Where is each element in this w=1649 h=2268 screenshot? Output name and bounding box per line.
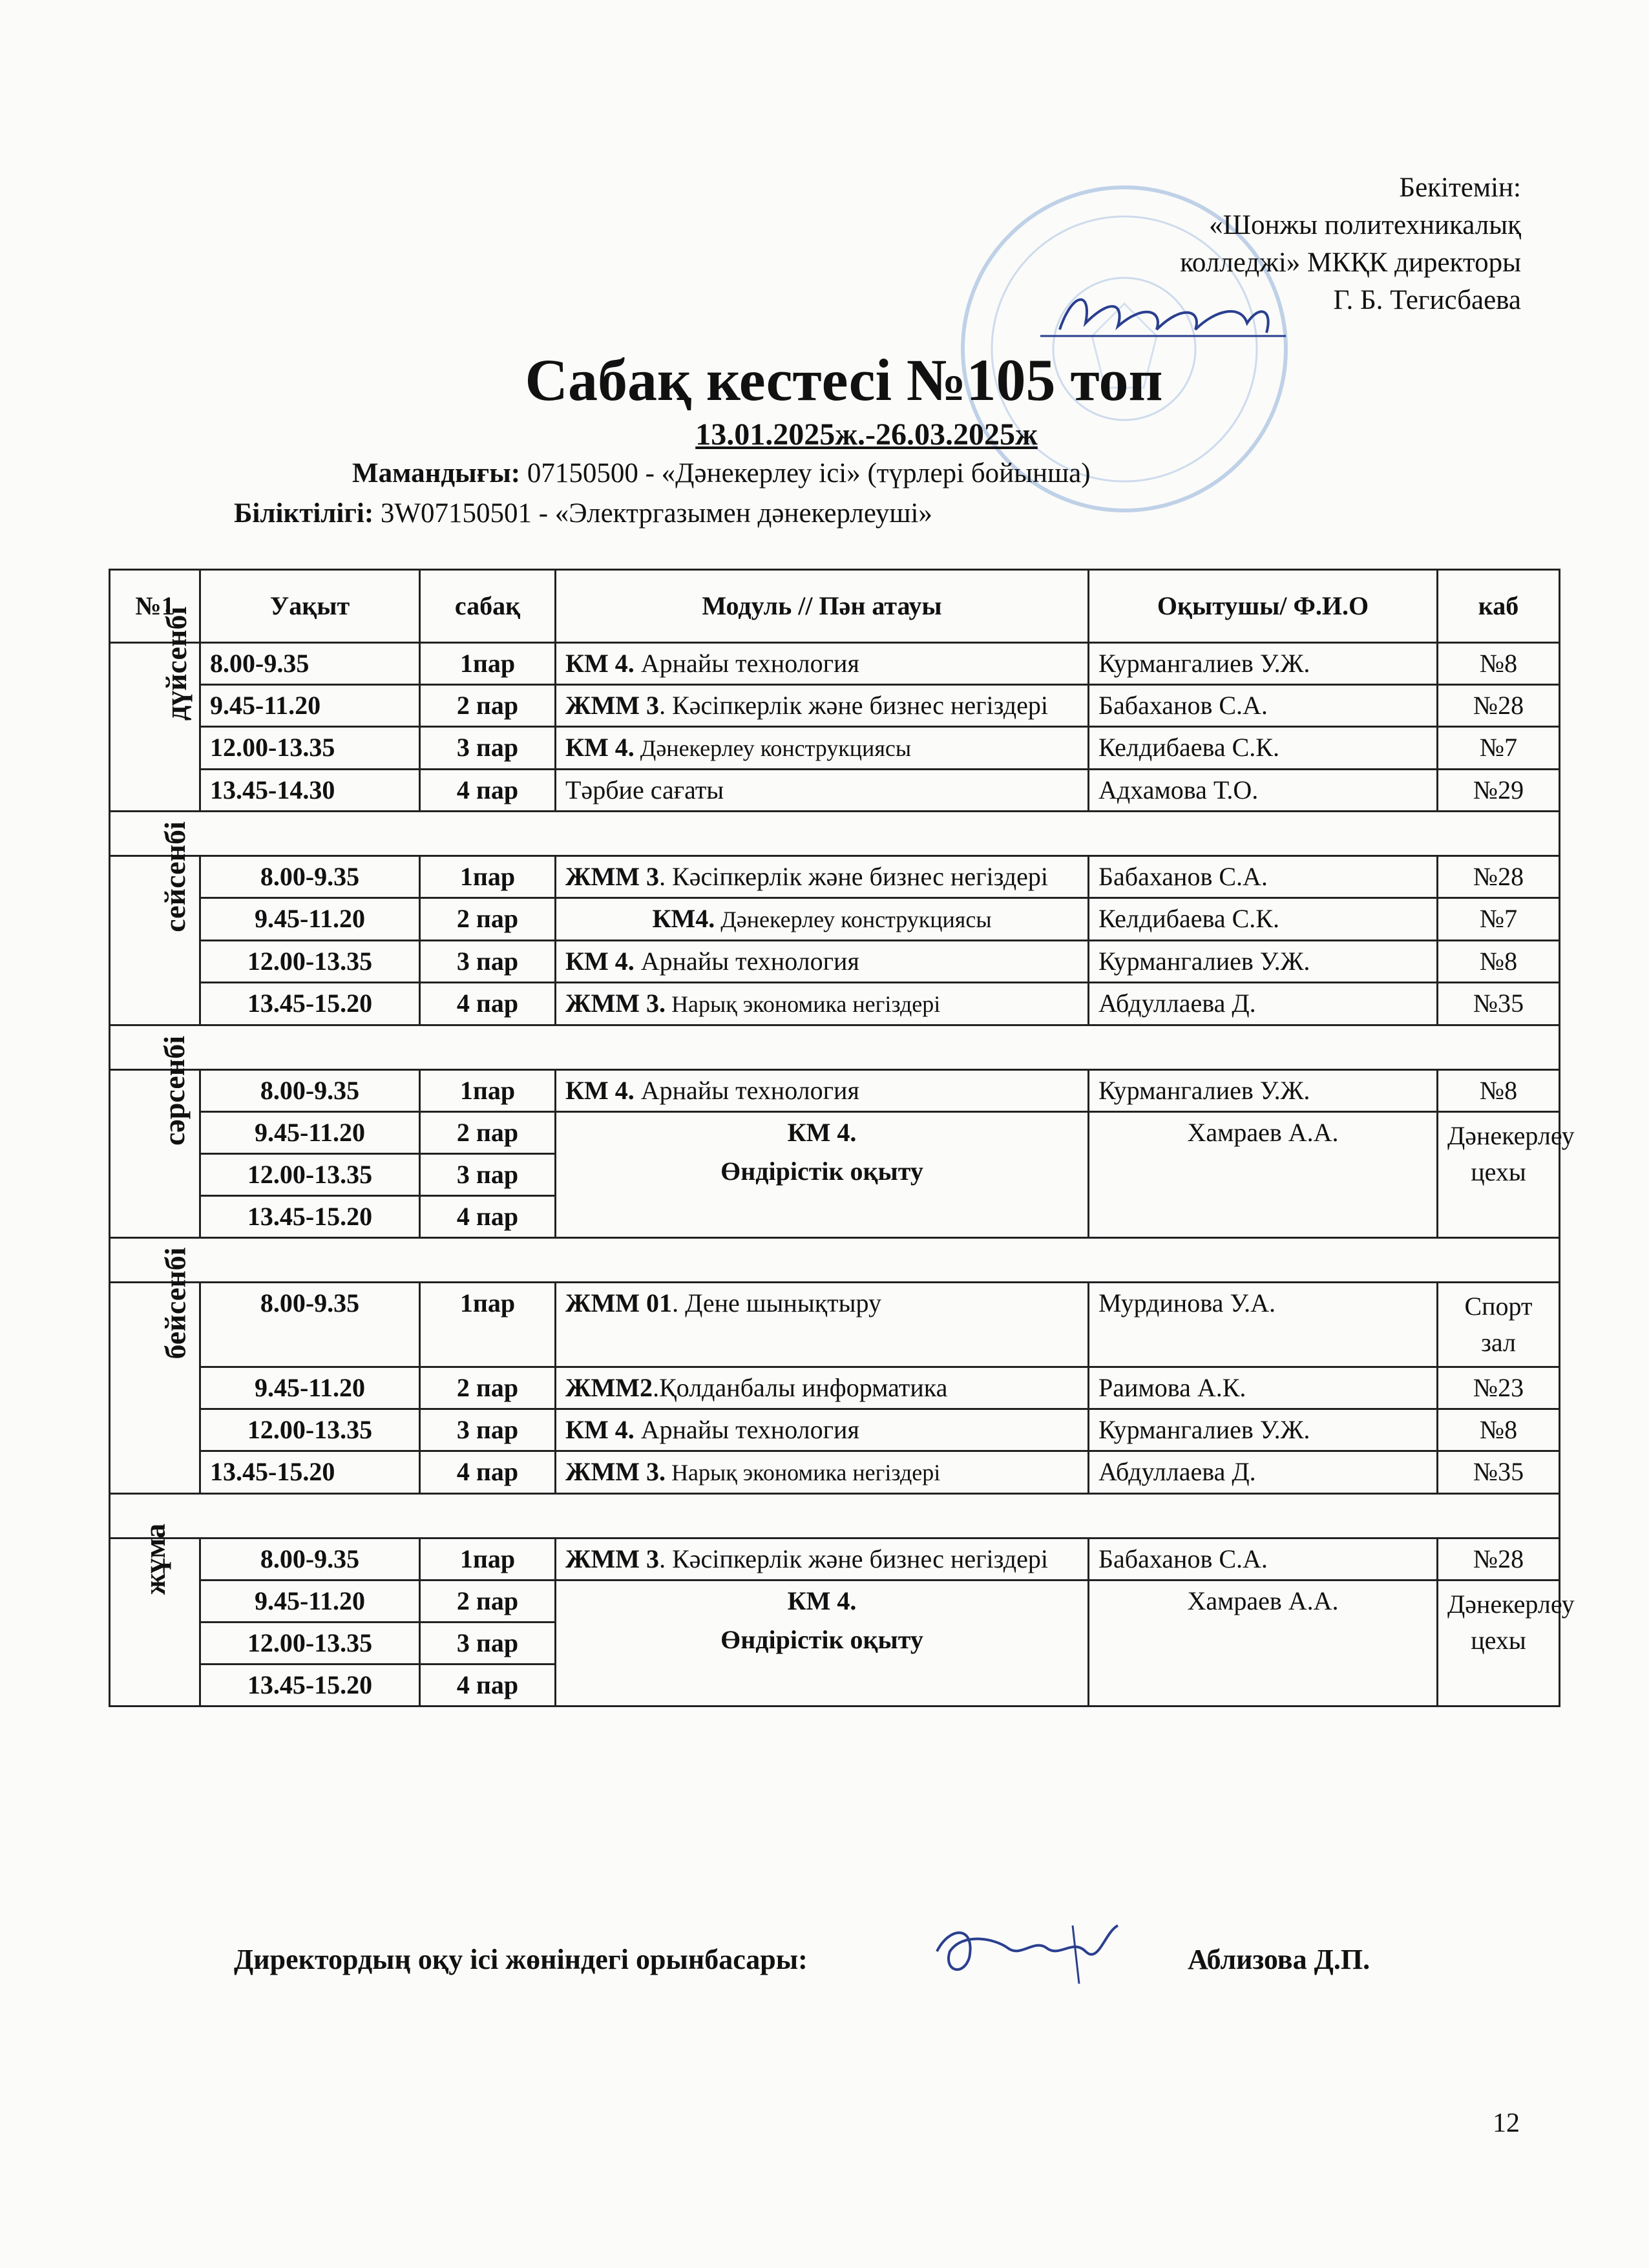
module-cell	[556, 1538, 1089, 1580]
approval-college-line2: колледжі» МКҚК директоры	[1180, 247, 1521, 278]
lesson-cell: 3 пар	[420, 727, 556, 770]
table-row	[110, 1580, 1560, 1622]
module-cell	[556, 770, 1089, 812]
teacher-cell-merged: Хамраев А.А.	[1089, 1112, 1438, 1238]
lesson-cell: 4 пар	[420, 983, 556, 1025]
spacer-cell	[110, 1494, 1560, 1538]
module-subject: Арнайы технология	[634, 947, 859, 976]
module-cell	[556, 983, 1089, 1025]
cab-cell: №8	[1438, 643, 1560, 685]
teacher-cell: Бабаханов С.А.	[1089, 856, 1438, 898]
module-code: ЖММ2	[565, 1373, 653, 1402]
page-title: Сабақ кестесі №105 топ	[525, 347, 1163, 413]
module-cell	[556, 1283, 1089, 1367]
day-label: сәрсенбі	[158, 1035, 191, 1146]
lesson-cell: 1пар	[420, 1538, 556, 1580]
time-cell: 8.00-9.35	[200, 856, 420, 898]
module-subject: Өндірістік оқыту	[720, 1157, 923, 1186]
cab-cell: №8	[1438, 1070, 1560, 1112]
module-subject: Нарық экономика негіздері	[666, 991, 941, 1017]
teacher-cell: Раимова А.К.	[1089, 1367, 1438, 1409]
lesson-cell: 4 пар	[420, 1451, 556, 1494]
teacher-cell: Бабаханов С.А.	[1089, 1538, 1438, 1580]
lesson-cell: 3 пар	[420, 1154, 556, 1196]
cab-cell: №8	[1438, 1409, 1560, 1451]
module-cell	[556, 856, 1089, 898]
header-module: Модуль // Пән атауы	[556, 570, 1089, 643]
spacer-row	[110, 1238, 1560, 1283]
module-code: КМ 4.	[565, 1076, 635, 1105]
cab-cell: №23	[1438, 1367, 1560, 1409]
table-row	[110, 727, 1560, 770]
header-time: Уақыт	[200, 570, 420, 643]
director-signature-image	[1034, 284, 1292, 349]
module-code: КМ 4.	[565, 947, 635, 976]
time-cell: 8.00-9.35	[200, 1070, 420, 1112]
module-cell	[556, 727, 1089, 770]
table-row	[110, 856, 1560, 898]
module-code: КМ 4.	[787, 1586, 857, 1615]
time-cell: 12.00-13.35	[200, 1409, 420, 1451]
module-subject: Дәнекерлеу конструкциясы	[715, 907, 992, 932]
day-cell-friday	[110, 1523, 200, 1706]
header-cab: каб	[1438, 570, 1560, 643]
day-cell-thursday	[110, 1247, 200, 1494]
cab-cell: №8	[1438, 941, 1560, 983]
time-cell: 12.00-13.35	[200, 1622, 420, 1664]
table-row	[110, 1367, 1560, 1409]
module-code: ЖММ 3.	[565, 1457, 666, 1486]
teacher-cell: Адхамова Т.О.	[1089, 770, 1438, 812]
table-row	[110, 1409, 1560, 1451]
module-cell	[556, 1409, 1089, 1451]
lesson-cell: 3 пар	[420, 941, 556, 983]
teacher-cell: Келдибаева С.К.	[1089, 727, 1438, 770]
module-subject: . Кәсіпкерлік және бизнес негіздері	[659, 1544, 1048, 1573]
lesson-cell: 2 пар	[420, 685, 556, 727]
module-subject: Арнайы технология	[634, 1415, 859, 1444]
time-cell: 9.45-11.20	[200, 1112, 420, 1154]
lesson-cell: 2 пар	[420, 1112, 556, 1154]
time-cell: 12.00-13.35	[200, 727, 420, 770]
day-cell-wednesday	[110, 1035, 200, 1238]
spacer-cell	[110, 1238, 1560, 1283]
lesson-cell: 1пар	[420, 643, 556, 685]
deputy-director-name: Аблизова Д.П.	[1188, 1944, 1371, 1975]
qualification-label: Біліктілігі:	[234, 498, 374, 529]
module-cell	[556, 1451, 1089, 1494]
time-cell: 12.00-13.35	[200, 1154, 420, 1196]
module-cell	[556, 1367, 1089, 1409]
teacher-cell-merged: Хамраев А.А.	[1089, 1580, 1438, 1706]
approval-director-name: Г. Б. Тегисбаева	[1333, 285, 1521, 315]
day-label: дүйсенбі	[160, 606, 193, 721]
time-cell: 8.00-9.35	[200, 643, 420, 685]
module-cell	[556, 643, 1089, 685]
module-code: КМ 4.	[565, 733, 635, 762]
module-subject: Арнайы технология	[634, 649, 859, 678]
teacher-cell: Курмангалиев У.Ж.	[1089, 643, 1438, 685]
time-cell: 8.00-9.35	[200, 1538, 420, 1580]
module-subject: Нарық экономика негіздері	[666, 1460, 941, 1486]
module-subject: . Кәсіпкерлік және бизнес негіздері	[659, 691, 1048, 720]
table-row	[110, 770, 1560, 812]
day-label: бейсенбі	[158, 1247, 192, 1360]
time-cell: 13.45-15.20	[200, 983, 420, 1025]
module-cell-merged	[556, 1112, 1089, 1238]
teacher-cell: Бабаханов С.А.	[1089, 685, 1438, 727]
cab-cell-merged: Дәнекерлеу цехы	[1438, 1580, 1560, 1706]
deputy-director-role: Директордың оқу ісі жөніндегі орынбасары:	[234, 1944, 808, 1975]
module-cell	[556, 1070, 1089, 1112]
cab-cell: №29	[1438, 770, 1560, 812]
module-subject: Дәнекерлеу конструкциясы	[634, 735, 912, 761]
module-code: ЖММ 01	[565, 1288, 673, 1318]
time-cell: 13.45-14.30	[200, 770, 420, 812]
table-row	[110, 685, 1560, 727]
module-subject: .Қолданбалы информатика	[653, 1373, 948, 1402]
spacer-row	[110, 1025, 1560, 1070]
time-cell: 9.45-11.20	[200, 898, 420, 941]
lesson-cell: 3 пар	[420, 1622, 556, 1664]
lesson-cell: 2 пар	[420, 1367, 556, 1409]
header-teacher: Оқытушы/ Ф.И.О	[1089, 570, 1438, 643]
cab-cell: №35	[1438, 983, 1560, 1025]
module-code: ЖММ 3.	[565, 989, 666, 1018]
time-cell: 9.45-11.20	[200, 1367, 420, 1409]
time-cell: 8.00-9.35	[200, 1283, 420, 1367]
day-cell-tuesday	[110, 821, 200, 1025]
specialty-value: 07150500 - «Дәнекерлеу ісі» (түрлері бойынша)	[520, 458, 1091, 488]
qualification-line	[234, 498, 932, 529]
lesson-cell: 3 пар	[420, 1409, 556, 1451]
time-cell: 12.00-13.35	[200, 941, 420, 983]
cab-cell: №28	[1438, 685, 1560, 727]
module-cell-merged	[556, 1580, 1089, 1706]
module-cell	[556, 898, 1089, 941]
table-row	[110, 1451, 1560, 1494]
table-row	[110, 983, 1560, 1025]
cab-cell: №7	[1438, 727, 1560, 770]
module-code: КМ 4.	[565, 649, 635, 678]
day-label: сейсенбі	[158, 821, 191, 932]
deputy-signature-image	[924, 1913, 1131, 1990]
time-cell: 9.45-11.20	[200, 685, 420, 727]
module-subject: Арнайы технология	[634, 1076, 859, 1105]
spacer-row	[110, 1494, 1560, 1538]
schedule-dates: 13.01.2025ж.-26.03.2025ж	[695, 417, 1038, 452]
teacher-cell: Мурдинова У.А.	[1089, 1283, 1438, 1367]
teacher-cell: Курмангалиев У.Ж.	[1089, 1070, 1438, 1112]
cab-cell: Спорт зал	[1438, 1283, 1560, 1367]
module-subject: . Кәсіпкерлік және бизнес негіздері	[659, 862, 1048, 891]
teacher-cell: Абдуллаева Д.	[1089, 1451, 1438, 1494]
table-row	[110, 1538, 1560, 1580]
lesson-cell: 2 пар	[420, 1580, 556, 1622]
module-subject: . Дене шынықтыру	[672, 1288, 881, 1318]
module-cell	[556, 685, 1089, 727]
cab-cell: №7	[1438, 898, 1560, 941]
module-subject: Тәрбие сағаты	[565, 775, 724, 804]
table-row	[110, 1070, 1560, 1112]
day-cell-monday	[110, 606, 200, 812]
spacer-cell	[110, 812, 1560, 856]
lesson-cell: 4 пар	[420, 1664, 556, 1706]
teacher-cell: Келдибаева С.К.	[1089, 898, 1438, 941]
spacer-cell	[110, 1025, 1560, 1070]
header-num: №1	[110, 570, 200, 643]
teacher-cell: Курмангалиев У.Ж.	[1089, 941, 1438, 983]
table-row	[110, 898, 1560, 941]
header-lesson: сабақ	[420, 570, 556, 643]
cab-cell: №28	[1438, 1538, 1560, 1580]
page-number: 12	[1493, 2108, 1520, 2138]
lesson-cell: 4 пар	[420, 770, 556, 812]
module-code: ЖММ 3	[565, 862, 660, 891]
specialty-line	[352, 457, 1091, 489]
module-code: ЖММ 3	[565, 691, 660, 720]
table-row	[110, 643, 1560, 685]
table-row	[110, 1283, 1560, 1367]
module-subject: Өндірістік оқыту	[720, 1625, 923, 1654]
day-label: жұма	[138, 1523, 172, 1595]
time-cell: 13.45-15.20	[200, 1451, 420, 1494]
lesson-cell: 1пар	[420, 856, 556, 898]
cab-cell-merged: Дәнекерлеу цехы	[1438, 1112, 1560, 1238]
module-code: КМ 4.	[565, 1415, 635, 1444]
table-row	[110, 1112, 1560, 1154]
teacher-cell: Курмангалиев У.Ж.	[1089, 1409, 1438, 1451]
module-cell	[556, 941, 1089, 983]
cab-cell: №35	[1438, 1451, 1560, 1494]
table-header-row	[110, 570, 1560, 643]
schedule-table	[109, 569, 1575, 1707]
approval-college-line1: «Шонжы политехникалық	[1209, 210, 1521, 240]
module-code: ЖММ 3	[565, 1544, 660, 1573]
time-cell: 13.45-15.20	[200, 1196, 420, 1238]
time-cell: 9.45-11.20	[200, 1580, 420, 1622]
qualification-value: 3W07150501 - «Электргазымен дәнекерлеуші»	[373, 498, 932, 529]
approval-heading: Бекітемін:	[1399, 173, 1521, 203]
lesson-cell: 1пар	[420, 1070, 556, 1112]
spacer-row	[110, 812, 1560, 856]
cab-cell: №28	[1438, 856, 1560, 898]
table-row	[110, 941, 1560, 983]
module-code: КМ4.	[652, 904, 715, 933]
teacher-cell: Абдуллаева Д.	[1089, 983, 1438, 1025]
lesson-cell: 1пар	[420, 1283, 556, 1367]
lesson-cell: 2 пар	[420, 898, 556, 941]
lesson-cell: 4 пар	[420, 1196, 556, 1238]
specialty-label: Мамандығы:	[352, 458, 521, 488]
module-code: КМ 4.	[787, 1118, 857, 1147]
time-cell: 13.45-15.20	[200, 1664, 420, 1706]
